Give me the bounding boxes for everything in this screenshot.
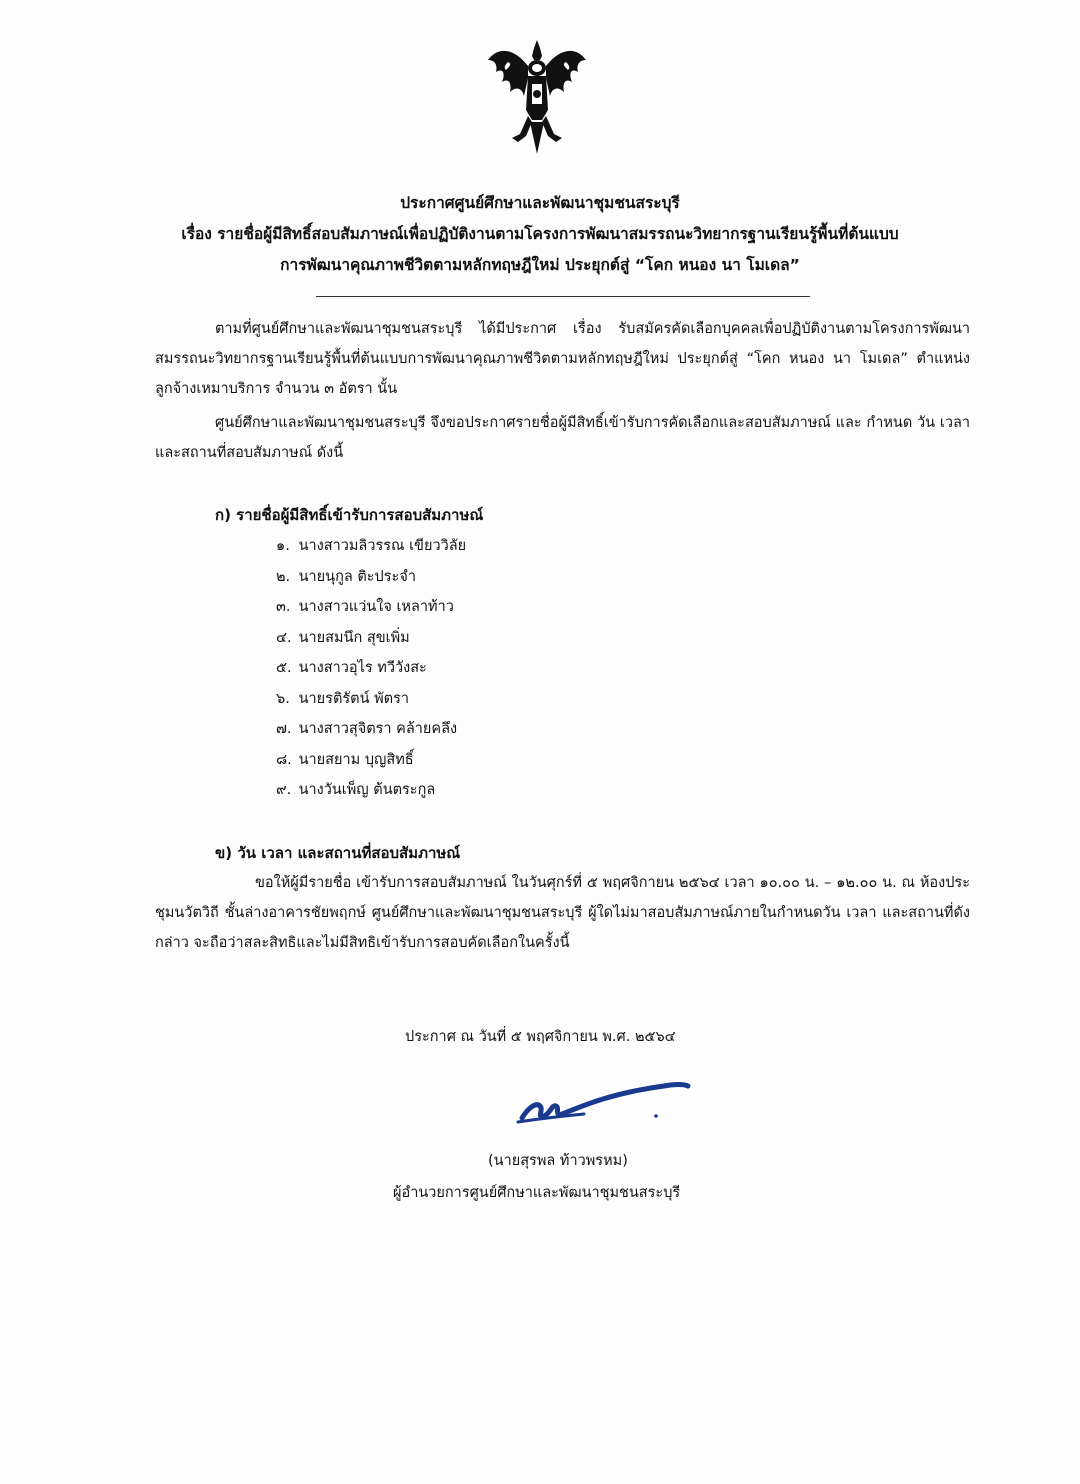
candidate-list — [276, 531, 466, 806]
header-line-2: เรื่อง รายชื่อผู้มีสิทธิ์สอบสัมภาษณ์เพื่อปฏิบัติงานตามโครงการพัฒนาสมรรถนะวิทยากรฐานเรียนรู้พื้นที่ต้นแบบ — [181, 225, 899, 243]
signer-name: (นายสุรพล ท้าวพรหม) — [488, 1153, 628, 1169]
section-a-heading: ก) รายชื่อผู้มีสิทธิ์เข้ารับการสอบสัมภาษณ์ — [215, 506, 484, 524]
title-divider — [316, 296, 810, 297]
paragraph-2 — [155, 408, 970, 468]
paragraph-1-text: ตามที่ศูนย์ศึกษาและพัฒนาชุมชนสระบุรี ได้มีประกาศ เรื่อง รับสมัครคัดเลือกบุคคลเพื่อปฏิบัติงานตามโครงการพัฒนาสมรรถนะวิทยากรฐานเรียนรู้พื้นที่ต้นแบบการพัฒนาคุณภาพชีวิตตามหลักทฤษฎีใหม่ ประยุกต์สู่ “โคก หนอง นา โมเดล” ตำแหน่ง ลูกจ้างเหมาบริการ จำนวน ๓ อัตรา นั้น — [155, 321, 970, 397]
paragraph-2-text: ศูนย์ศึกษาและพัฒนาชุมชนสระบุรี จึงขอประกาศรายชื่อผู้มีสิทธิ์เข้ารับการคัดเลือกและสอบสัมภาษณ์ และ กำหนด วัน เวลา และสถานที่สอบสัมภาษณ์ ดังนี้ — [155, 415, 970, 461]
garuda-emblem-icon — [484, 38, 590, 156]
announcement-title — [110, 188, 970, 281]
header-line-3: การพัฒนาคุณภาพชีวิตตามหลักทฤษฎีใหม่ ประยุกต์สู่ “โคก หนอง นา โมเดล” — [280, 256, 800, 274]
candidate-item: ๙. นางวันเพ็ญ ต้นตระกูล — [276, 782, 436, 798]
candidate-item: ๔. นายสมนึก สุขเพิ่ม — [276, 629, 410, 646]
section-b-text: ขอให้ผู้มีรายชื่อ เข้ารับการสอบสัมภาษณ์ ในวันศุกร์ที่ ๕ พฤศจิกายน ๒๕๖๔ เวลา ๑๐.๐๐ น. – ๑๒.๐๐ น. ณ ห้องประชุมนวัตวิถี ชั้นล่างอาคารชัยพฤกษ์ ศูนย์ศึกษาและพัฒนาชุมชนสระบุรี ผู้ใดไม่มาสอบสัมภาษณ์ภายในกำหนดวัน เวลา และสถานที่ดังกล่าว จะถือว่าสละสิทธิและไม่มีสิทธิเข้ารับการสอบคัดเลือกในครั้งนี้ — [155, 875, 970, 951]
candidate-item: ๓. นางสาวแว่นใจ เหลาท้าว — [276, 599, 454, 615]
candidate-item: ๒. นายนุกูล ติะประจำ — [276, 568, 416, 585]
section-b-heading: ข) วัน เวลา และสถานที่สอบสัมภาษณ์ — [215, 844, 461, 862]
section-b-paragraph — [155, 868, 970, 958]
candidate-item: ๑. นางสาวมลิวรรณ เขียววิลัย — [276, 538, 467, 554]
paragraph-1 — [155, 314, 970, 404]
announce-date: ประกาศ ณ วันที่ ๕ พฤศจิกายน พ.ศ. ๒๕๖๔ — [405, 1029, 676, 1045]
signer-title: ผู้อำนวยการศูนย์ศึกษาและพัฒนาชุมชนสระบุรี — [393, 1185, 681, 1201]
signature-icon — [514, 1068, 694, 1128]
candidate-item: ๕. นางสาวอุไร ทวีวังสะ — [276, 660, 427, 676]
candidate-item: ๖. นายรติรัตน์ พัตรา — [276, 690, 409, 707]
candidate-item: ๘. นายสยาม บุญสิทธิ์ — [276, 751, 414, 768]
header-line-1: ประกาศศูนย์ศึกษาและพัฒนาชุมชนสระบุรี — [400, 194, 680, 212]
candidate-item: ๗. นางสาวสุจิตรา คล้ายคลึง — [276, 721, 458, 737]
